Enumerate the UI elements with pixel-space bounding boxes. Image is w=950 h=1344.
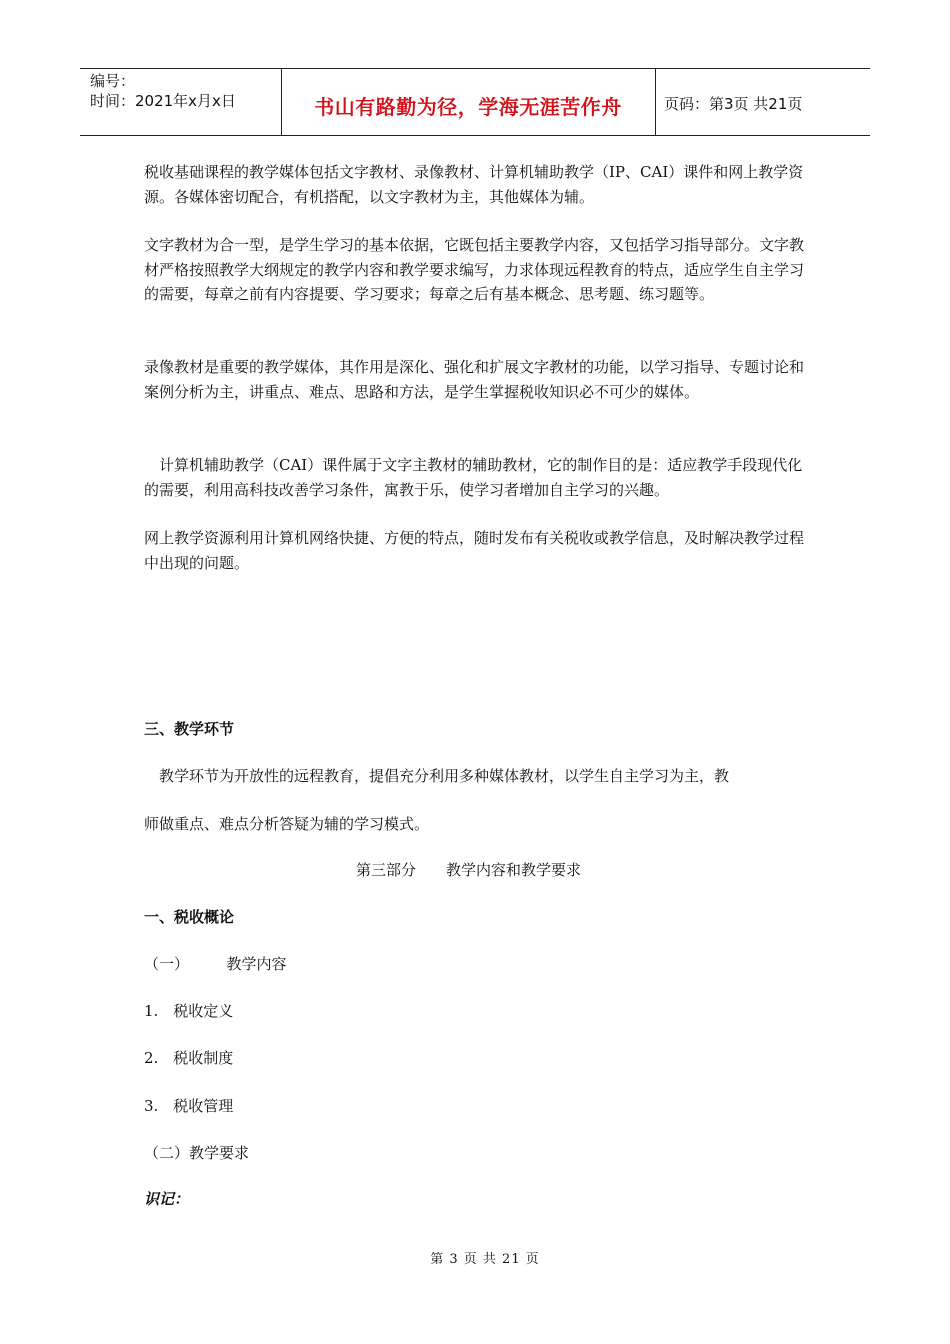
page-header [80, 68, 870, 136]
section-teaching-links-line1: 教学环节为开放性的远程教育，提倡充分利用多种媒体教材，以学生自主学习为主，教 [144, 767, 730, 785]
page-footer: 第 3 页 共 21 页 [430, 1252, 540, 1267]
header-divider-right [655, 69, 656, 135]
paragraph-cai: 计算机辅助教学（CAI）课件属于文字主教材的辅助教材，它的制作目的是：适应教学手段现代化的需要，利用高科技改善学习条件，寓教于乐，使学习者增加自主学习的兴趣。 [144, 456, 803, 499]
note-memorize-label: 识记： [144, 1190, 190, 1208]
section-heading-teaching-links: 三、教学环节 [144, 720, 235, 738]
paragraph-online-resources: 网上教学资源利用计算机网络快捷、方便的特点，随时发布有关税收或教学信息，及时解决教学过程中出现的问题。 [144, 529, 805, 572]
paragraph-video-materials: 录像教材是重要的教学媒体，其作用是深化、强化和扩展文字教材的功能，以学习指导、专题讨论和案例分析为主，讲重点、难点、思路和方法，是学生掌握税收知识必不可少的媒体。 [144, 358, 805, 401]
header-page-label: 页码：第3页 共21页 [664, 95, 803, 113]
chapter-heading-tax-overview: 一、税收概论 [144, 908, 235, 926]
paragraph-text-materials: 文字教材为合一型，是学生学习的基本依据，它既包括主要教学内容，又包括学习指导部分。文字教材严格按照教学大纲规定的教学内容和教学要求编写，力求体现远程教育的特点，适应学生自主学习的需要，每章之前有内容提要、学习要求；每章之后有基本概念、思考题、练习题等。 [144, 236, 805, 303]
subheading-teaching-content: （一） 教学内容 [144, 955, 287, 973]
header-time-label: 时间：2021年x月x日 [90, 92, 236, 110]
section-teaching-links-line2: 师做重点、难点分析答疑为辅的学习模式。 [144, 815, 430, 833]
list-item: 1. 税收定义 [144, 1002, 234, 1020]
part-three-title: 第三部分 教学内容和教学要求 [356, 861, 582, 879]
list-item: 2. 税收制度 [144, 1049, 234, 1067]
header-motto: 书山有路勤为径，学海无涯苦作舟 [314, 95, 622, 119]
header-number-label: 编号： [90, 72, 136, 90]
header-meta [90, 71, 275, 111]
paragraph-media-overview: 税收基础课程的教学媒体包括文字教材、录像教材、计算机辅助教学（IP、CAI）课件和网上教学资源。各媒体密切配合，有机搭配，以文字教材为主，其他媒体为辅。 [144, 163, 804, 206]
list-item: 3. 税收管理 [144, 1097, 234, 1115]
subheading-teaching-requirements: （二）教学要求 [144, 1144, 250, 1162]
